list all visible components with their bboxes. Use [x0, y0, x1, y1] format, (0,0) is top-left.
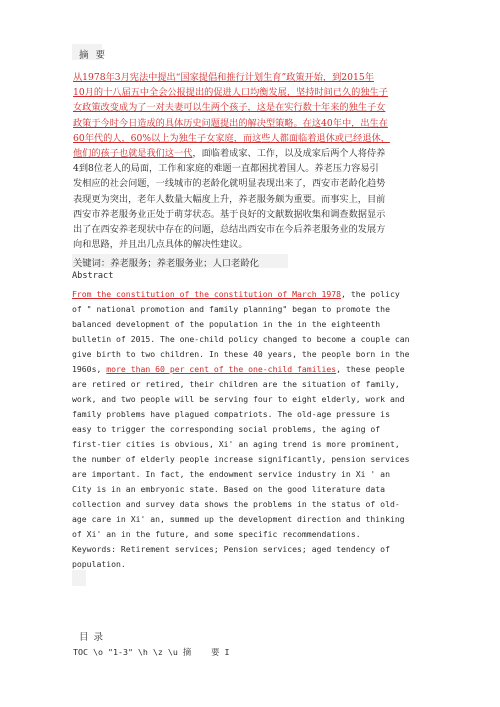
line-segment: 4到8位老人的局面，工作和家庭的难题一直都困扰着国人。养老压力容易引 — [73, 163, 379, 175]
line-segment: are retired or retired, their children are the situation of family, — [72, 379, 400, 389]
line-segment: give birth to two children. In these 40 years, the people born in the — [72, 349, 410, 359]
line-segment: 表现更为突出，老年人数量大幅度上升，养老服务颇为重要。而事实上，目前 — [73, 193, 386, 205]
line-segment: 发相应的社会问题，一线城市的老龄化就明显表现出来了，西安市老龄化趋势 — [73, 178, 386, 190]
text-line — [72, 377, 400, 391]
text-line — [72, 302, 390, 316]
tracked-change-text: From the constitution of the constitution of March 1978 — [72, 289, 342, 299]
text-line — [73, 147, 385, 161]
abstract-cn-heading: 摘 要 — [79, 50, 108, 61]
line-segment: family problems have plagued compatriots. The old-age pressure is — [72, 409, 390, 419]
text-line — [72, 422, 380, 436]
line-segment: of " national promotion and family planning" began to promote the — [72, 304, 390, 314]
text-line — [72, 362, 405, 376]
text-line — [72, 482, 385, 496]
toc-heading: 目 录 — [79, 632, 105, 643]
line-segment: 1960s, — [72, 364, 107, 374]
line-segment: 出了在西安养老现状中存在的问题，总结出西安市在今后养老服务业的发展方 — [73, 224, 386, 235]
text-line — [72, 467, 390, 481]
text-line — [72, 332, 410, 346]
line-segment: collection and survey data shows the problems in the status of old- — [72, 499, 400, 509]
line-segment: 向和思路，并且出几点具体的解决性建议。 — [73, 239, 248, 251]
text-line — [72, 497, 400, 511]
text-line — [73, 132, 390, 146]
text-line — [72, 287, 400, 301]
text-line — [73, 223, 385, 237]
tracked-change-text: 从1978年3月宪法中提出“国家提倡和推行计划生育”政策开始，到2015年 — [73, 72, 374, 83]
tracked-change-text: 10月的十八届五中全会公报提出的促进人口均衡发展，坚持时间已久的独生子 — [73, 87, 388, 99]
text-line — [73, 162, 379, 176]
line-segment: are important. In fact, the endowment service industry in Xi ' an — [72, 469, 390, 479]
line-segment: Keywords: Retirement services; Pension services; aged tendency of — [72, 544, 390, 554]
text-line — [72, 437, 400, 451]
tracked-change-text: 政策于今时今日造成的具体历史问题提出的解决型策略。在这40年中，出生在 — [73, 117, 388, 129]
text-line — [72, 542, 390, 556]
toc-field-code: TOC \o "1-3" \h \z \u 摘 要 I — [73, 647, 230, 657]
line-segment: ，面临着成家、工作，以及成家后两个人将侍养 — [192, 148, 386, 159]
line-segment: City is in an embryonic state. Based on the good literature data — [72, 484, 386, 494]
line-segment: 西安市养老服务业正处于萌芽状态。基于良好的文献数据收集和调查数据显示 — [73, 208, 386, 220]
line-segment: age care in Xi' an, summed up the development direction and thinking — [72, 514, 405, 524]
abstract-cn-keywords: 关键词：养老服务；养老服务业；人口老龄化 — [73, 258, 259, 269]
empty-paragraph-shading — [72, 570, 86, 586]
text-line — [72, 512, 405, 526]
text-line — [73, 193, 385, 207]
line-segment: bulletin of 2015. The one-child policy changed to become a couple can — [72, 334, 410, 344]
text-line — [73, 86, 388, 100]
text-line — [73, 101, 385, 115]
tracked-change-text: 女政策改变成为了一对夫妻可以生两个孩子，这是在实行数十年来的独生子女 — [73, 102, 386, 114]
line-segment: easy to trigger the corresponding social problems, the aging of — [72, 424, 381, 434]
text-line — [72, 452, 410, 466]
tracked-change-text: 60年代的人，60%以上为独生子女家庭，而这些人都面临着退休或已经退休， — [73, 132, 390, 144]
text-line — [73, 71, 374, 85]
line-segment: the number of elderly people increase significantly, pension services — [72, 454, 410, 464]
text-line — [72, 527, 361, 541]
line-segment: , the policy — [341, 289, 400, 299]
line-segment: work, and two people will be serving four to eight elderly, work and — [72, 394, 405, 404]
text-line — [73, 238, 248, 252]
line-segment: , these people — [336, 364, 405, 374]
tracked-change-text: 他们的孩子也就是我们这一代 — [73, 148, 193, 159]
abstract-en-heading: Abstract — [72, 271, 114, 281]
text-line — [72, 407, 390, 421]
text-line — [73, 208, 385, 222]
line-segment: first-tier cities is obvious, Xi' an aging trend is more prominent, — [72, 439, 400, 449]
text-line — [72, 347, 410, 361]
text-line — [72, 557, 126, 571]
line-segment: of Xi' an in the future, and some specific recommendations. — [72, 529, 361, 539]
text-line — [72, 317, 380, 331]
text-line — [73, 117, 388, 131]
tracked-change-text: more than 60 per cent of the one-child families — [106, 364, 337, 374]
line-segment: population. — [72, 559, 126, 569]
text-line — [73, 177, 385, 191]
line-segment: balanced development of the population in the in the eighteenth — [72, 319, 381, 329]
text-line — [72, 392, 405, 406]
